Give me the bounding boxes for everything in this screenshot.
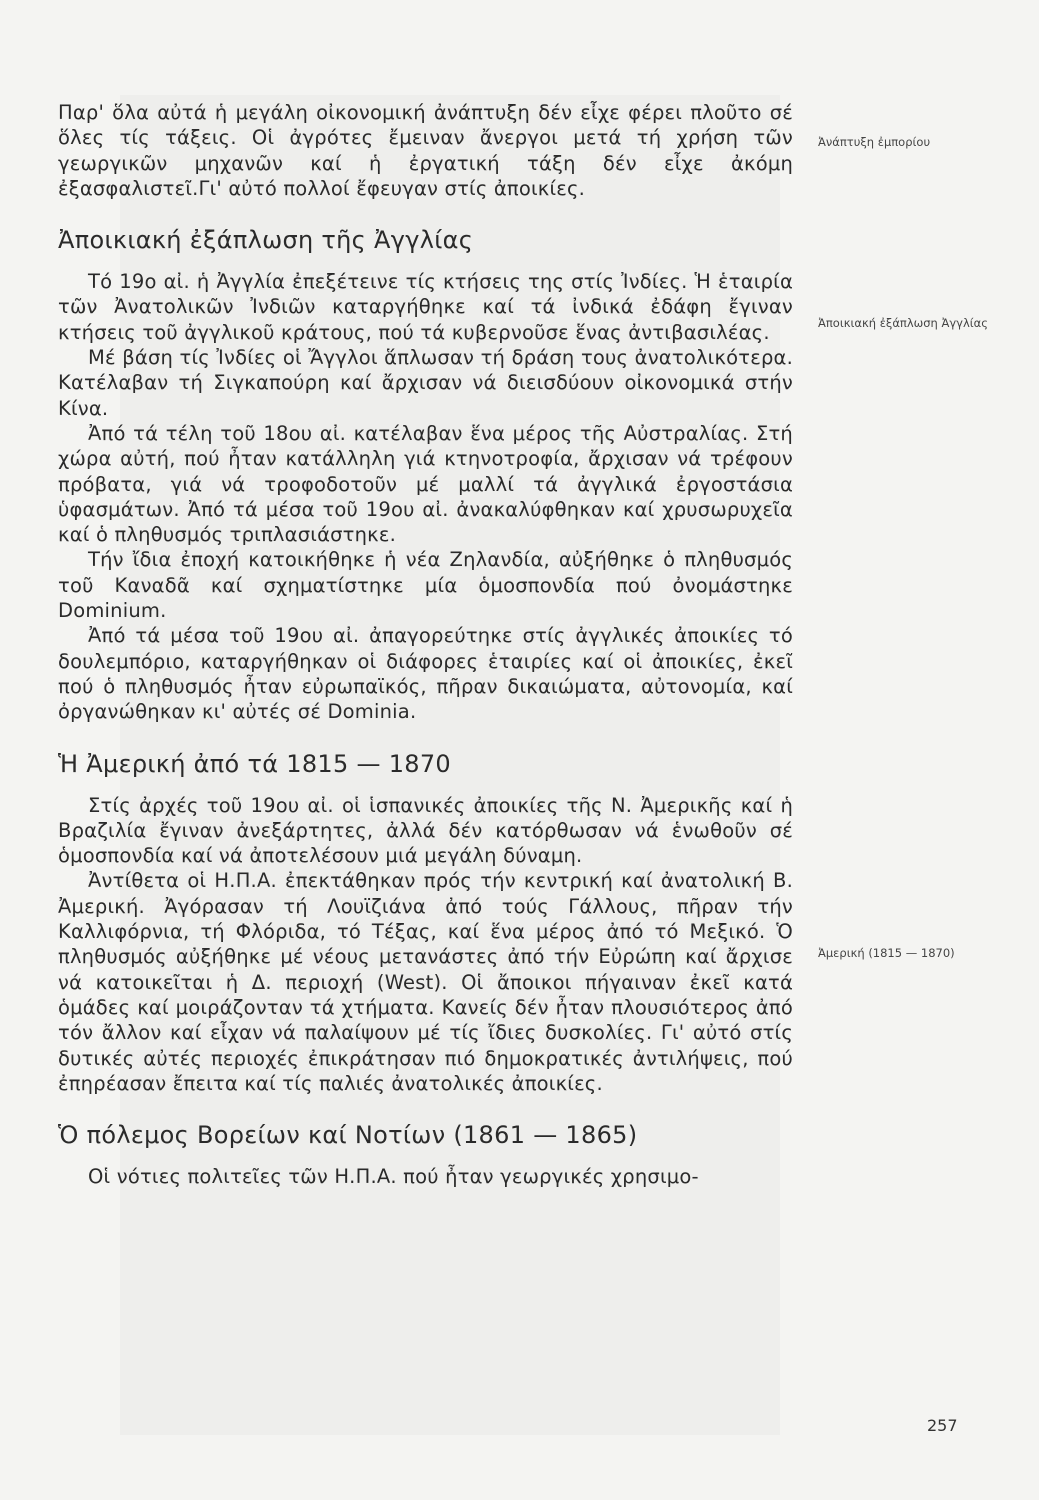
main-text-column	[58, 100, 793, 1189]
heading-america-1815-1870: Ἡ Ἀμερική ἀπό τά 1815 — 1870	[58, 749, 451, 778]
margin-note-trade-growth: Ἀνάπτυξη ἐμπορίου	[818, 135, 931, 149]
page-number: 257	[927, 1416, 958, 1435]
heading-civil-war: Ὁ πόλεμος Βορείων καί Νοτίων (1861 — 1865)	[58, 1121, 638, 1150]
paragraph-new-zealand: Τήν ἴδια ἐποχή κατοικήθηκε ἡ νέα Ζηλανδία, αὐξήθηκε ὁ πληθυσμός τοῦ Καναδᾶ καί σχηματίστηκε μία ὁμοσπονδία πού ὀνομάστηκε Dominium.	[58, 548, 793, 623]
paragraph-australia: Ἀπό τά τέλη τοῦ 18ου αἰ. κατέλαβαν ἕνα μέρος τῆς Αὐστραλίας. Στή χώρα αὐτή, πού ἦταν κατάλληλη γιά κτηνοτροφία, ἄρχισαν νά τρέφουν πρόβατα, γιά νά τροφοδοτοῦν μέ μαλλί τά ἀγγλικά ἐργοστάσια ὑφασμάτων. Ἀπό τά μέσα τοῦ 19ου αἰ. ἀνακαλύφθηκαν καί χρυσωρυχεῖα καί ὁ πληθυσμός τριπλασιάστηκε.	[58, 421, 793, 547]
margin-note-english-expansion: Ἀποικιακή ἐξάπλωση Ἀγγλίας	[818, 316, 988, 330]
paragraph-wealth: Παρ' ὅλα αὐτά ἡ μεγάλη οἰκονομική ἀνάπτυξη δέν εἶχε φέρει πλοῦτο σέ ὅλες τίς τάξεις. Οἱ ἀγρότες ἔμειναν ἄνεργοι μετά τή χρήση τῶν γεωργικῶν μηχανῶν καί ἡ ἐργατική τάξη δέν εἶχε ἀκόμη ἐξασφαλιστεῖ.Γι' αὐτό πολλοί ἔφευγαν στίς ἀποικίες.	[58, 101, 793, 200]
paragraph-usa-expansion: Ἀντίθετα οἱ Η.Π.Α. ἐπεκτάθηκαν πρός τήν κεντρική καί ἀνατολική Β. Ἀμερική. Ἀγόρασαν τή Λουϊζιάνα ἀπό τούς Γάλλους, πῆραν τήν Καλλιφόρνια, τή Φλόριδα, τό Τέξας, καί ἕνα μέρος ἀπό τό Μεξικό. Ὁ πληθυσμός αὐξήθηκε μέ νέους μετανάστες ἀπό τήν Εὐρώπη καί ἄρχισε νά κατοικεῖται ἡ Δ. περιοχή (West). Οἱ ἄποικοι πήγαιναν ἐκεῖ κατά ὁμάδες καί μοιράζονταν τά χτήματα. Κανείς δέν ἦταν πλουσιότερος ἀπό τόν ἄλλον καί εἶχαν νά παλαίψουν μέ τίς ἴδιες δυσκολίες. Γι' αὐτό στίς δυτικές αὐτές περιοχές ἐπικράτησαν πιό δημοκρατικές ἀντιλήψεις, πού ἐπηρέασαν ἔπειτα καί τίς παλιές ἀνατολικές ἀποικίες.	[58, 869, 793, 1095]
paragraph-india: Τό 19ο αἰ. ἡ Ἀγγλία ἐπεξέτεινε τίς κτήσεις της στίς Ἰνδίες. Ἡ ἑταιρία τῶν Ἀνατολικῶν Ἰνδιῶν καταργήθηκε καί τά ἰνδικά ἐδάφη ἔγιναν κτήσεις τοῦ ἀγγλικοῦ κράτους, πού τά κυβερνοῦσε ἕνας ἀντιβασιλέας.	[58, 270, 793, 344]
paragraph-south-america: Στίς ἀρχές τοῦ 19ου αἰ. οἱ ἱσπανικές ἀποικίες τῆς Ν. Ἀμερικῆς καί ἡ Βραζιλία ἔγιναν ἀνεξάρτητες, ἀλλά δέν κατόρθωσαν νά ἑνωθοῦν σέ ὁμοσπονδία καί νά ἀποτελέσουν μιά μεγάλη δύναμη.	[58, 793, 793, 868]
paragraph-slave-trade: Ἀπό τά μέσα τοῦ 19ου αἰ. ἀπαγορεύτηκε στίς ἀγγλικές ἀποικίες τό δουλεμπόριο, καταργήθηκαν οἱ διάφορες ἑταιρίες καί οἱ ἀποικίες, ἐκεῖ πού ὁ πληθυσμός ἦταν εὐρωπαϊκός, πῆραν δικαιώματα, αὐτονομία, καί ὀργανώθηκαν κι' αὐτές σέ Dominia.	[58, 624, 793, 724]
margin-note-america: Ἀμερική (1815 — 1870)	[818, 946, 955, 960]
paragraph-southern-states: Οἱ νότιες πολιτεῖες τῶν Η.Π.Α. πού ἦταν γεωργικές χρησιμο-	[88, 1165, 699, 1189]
heading-english-colonial-expansion: Ἀποικιακή ἐξάπλωση τῆς Ἀγγλίας	[58, 226, 474, 255]
paragraph-china: Μέ βάση τίς Ἰνδίες οἱ Ἄγγλοι ἅπλωσαν τή δράση τους ἀνατολικότερα. Κατέλαβαν τή Σιγκαπούρη καί ἄρχισαν νά διεισδύουν οἰκονομικά στήν Κίνα.	[58, 346, 793, 420]
